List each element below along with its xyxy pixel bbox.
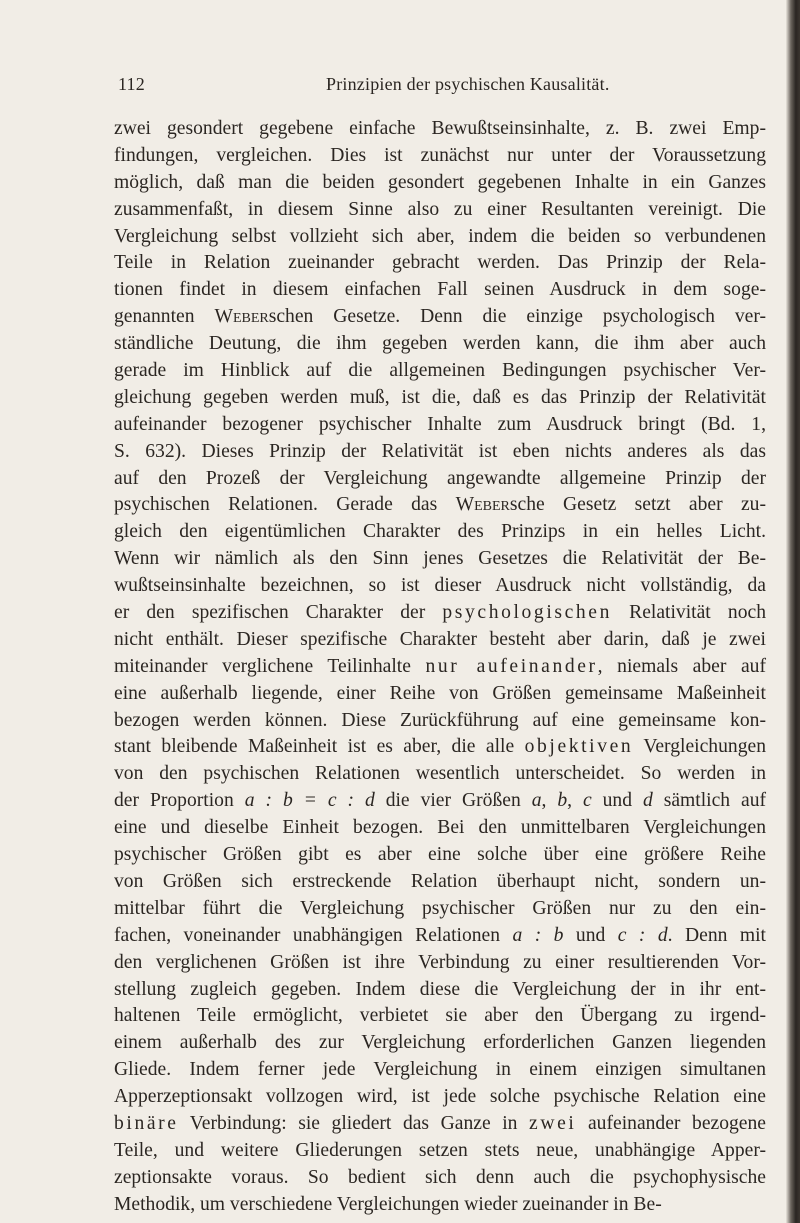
text-segment: haltenen Teile ermöglicht, verbietet sie aber den Übergang zu irgend- [114,1005,766,1027]
text-line [114,1084,766,1111]
text-segment: b [557,790,568,812]
text-line [114,977,766,1004]
text-line [114,170,766,197]
text-segment: sche Gesetz setzt aber zu- [509,494,766,516]
text-line [114,1165,766,1192]
text-line [114,681,766,708]
text-segment: Vergleichungen [633,736,766,758]
text-segment: genannten [114,306,215,328]
text-segment: Teile in Relation zueinander gebracht werden. Das Prinzip der Rela- [114,252,766,274]
text-line [114,708,766,735]
text-line [114,385,766,412]
page-number: 112 [118,74,145,94]
text-segment: stellung zugleich gegeben. Indem diese die Vergleichung der in ihr ent- [114,978,766,1000]
text-segment: , niemals aber auf [597,655,766,677]
text-segment: nicht enthält. Dieser spezifische Charakter besteht aber darin, daß je zwei [114,628,766,650]
text-segment: psychologischen [442,602,612,624]
text-segment: der Proportion [114,790,245,812]
text-line [114,573,766,600]
text-line [114,143,766,170]
page-edge-shadow [786,0,800,1223]
text-segment: a : b = c : d [244,790,375,812]
text-line [114,492,766,519]
text-line [114,869,766,896]
text-segment: fachen, voneinander unabhängigen Relationen [114,924,513,946]
text-segment: aufeinander bezogene [576,1112,766,1134]
text-segment: stant bleibende Maßeinheit ist es aber, die alle [114,736,525,758]
text-line [114,277,766,304]
text-segment: mittelbar führt die Vergleichung psychischer Größen nur zu den ein- [114,897,766,919]
text-segment: Weber [214,306,269,328]
text-line [114,250,766,277]
text-segment: psychischen Relationen. Gerade das [114,494,456,516]
text-segment: und [591,790,643,812]
text-segment: d [642,790,653,812]
text-line [114,627,766,654]
text-segment: Verbindung: sie gliedert das Ganze in [178,1112,530,1134]
text-line [114,842,766,869]
text-segment: eine außerhalb liegende, einer Reihe von Größen gemeinsame Maßeinheit [114,682,766,704]
text-line [114,331,766,358]
running-title: Prinzipien der psychischen Kausalität. [326,74,610,94]
text-segment: die vier Größen [374,790,532,812]
text-line [114,358,766,385]
text-segment: findungen, vergleichen. Dies ist zunächst nur unter der Voraussetzung [114,144,766,166]
text-line [114,654,766,681]
text-line [114,815,766,842]
text-segment: . Denn mit [667,924,766,946]
text-segment: c [582,790,592,812]
text-line [114,1030,766,1057]
text-line [114,600,766,627]
text-segment: gleich den eigentümlichen Charakter des Prinzips in ein helles Licht. [114,521,766,543]
text-segment: ständliche Deutung, die ihm gegeben werden kann, die ihm aber auch [114,333,766,355]
text-segment: einem außerhalb des zur Vergleichung erforderlichen Ganzen liegenden [114,1032,766,1054]
text-line [114,950,766,977]
text-segment: psychischer Größen gibt es aber eine solche über eine größere Reihe [114,844,766,866]
text-line [114,412,766,439]
text-segment: gerade im Hinblick auf die allgemeinen Bedingungen psychischer Ver- [114,360,766,382]
text-line [114,224,766,251]
text-segment: binäre [114,1112,179,1134]
text-segment: Wenn wir nämlich als den Sinn jenes Gesetzes die Relativität der Be- [114,548,766,570]
text-line [114,519,766,546]
text-segment: bezogen werden können. Diese Zurückführung auf eine gemeinsame kon- [114,709,766,731]
text-segment: c : d [617,924,668,946]
text-segment: von den psychischen Relationen wesentlich unterscheidet. So werden in [114,763,766,785]
text-line [114,116,766,143]
text-line [114,734,766,761]
text-segment: a : b [512,924,564,946]
text-segment: objektiven [524,736,634,758]
text-segment: sämtlich auf [652,790,767,812]
text-segment: Gliede. Indem ferner jede Vergleichung in einem einzigen simultanen [114,1059,766,1081]
text-segment: schen Gesetze. Denn die einzige psychologisch ver- [268,306,766,328]
text-line [114,1057,766,1084]
text-line [114,761,766,788]
text-segment: er den spezifischen Charakter der [114,602,443,624]
body-text [114,116,766,1219]
text-segment: zwei gesondert gegebene einfache Bewußtseinsinhalte, z. B. zwei Emp- [114,118,766,139]
text-segment: Teile, und weitere Gliederungen setzen stets neue, unabhängige Apper- [114,1139,766,1161]
text-segment: Methodik, um verschiedene Vergleichungen wieder zueinander in Be- [114,1193,662,1215]
text-segment: a [531,790,542,812]
text-segment: zusammenfaßt, in diesem Sinne also zu einer Resultanten vereinigt. Die [114,198,766,220]
text-segment: eine und dieselbe Einheit bezogen. Bei den unmittelbaren Vergleichungen [114,817,766,839]
text-line [114,1138,766,1165]
text-line [114,466,766,493]
text-segment: von Größen sich erstreckende Relation überhaupt nicht, sondern un- [114,870,766,892]
text-segment: möglich, daß man die beiden gesondert gegebenen Inhalte in ein Ganzes [114,171,766,193]
text-line [114,896,766,923]
text-line [114,197,766,224]
text-line [114,304,766,331]
text-segment: S. 632). Dieses Prinzip der Relativität ist eben nichts anderes als das [114,440,766,462]
text-segment: Vergleichung selbst vollzieht sich aber, indem die beiden so verbundenen [114,225,766,247]
text-segment: Weber [455,494,510,516]
text-line [114,788,766,815]
text-segment: , [567,790,583,812]
text-line [114,439,766,466]
text-segment: miteinander verglichene Teilinhalte [114,655,426,677]
text-segment: den verglichenen Größen ist ihre Verbindung zu einer resultierenden Vor- [114,951,766,973]
text-line [114,546,766,573]
text-segment: Relativität noch [611,602,766,624]
text-segment: wußtseinsinhalte bezeichnen, so ist dieser Ausdruck nicht vollständig, da [114,575,766,597]
text-segment: Apperzeptionsakt vollzogen wird, ist jede solche psychische Relation eine [114,1086,766,1108]
text-segment: nur aufeinander [425,655,598,677]
text-segment: zwei [529,1112,577,1134]
text-segment: tionen findet in diesem einfachen Fall seinen Ausdruck in dem soge- [114,279,766,301]
text-line [114,1192,766,1219]
text-segment: auf den Prozeß der Vergleichung angewandte allgemeine Prinzip der [114,467,766,489]
text-segment: aufeinander bezogener psychischer Inhalte zum Ausdruck bringt (Bd. 1, [114,413,766,435]
text-segment: zeptionsakte voraus. So bedient sich denn auch die psychophysische [114,1166,766,1188]
text-segment: und [563,924,618,946]
text-line [114,923,766,950]
text-line [114,1111,766,1138]
text-segment: gleichung gegeben werden muß, ist die, daß es das Prinzip der Relativität [114,386,766,408]
text-segment: , [541,790,558,812]
text-line [114,1003,766,1030]
